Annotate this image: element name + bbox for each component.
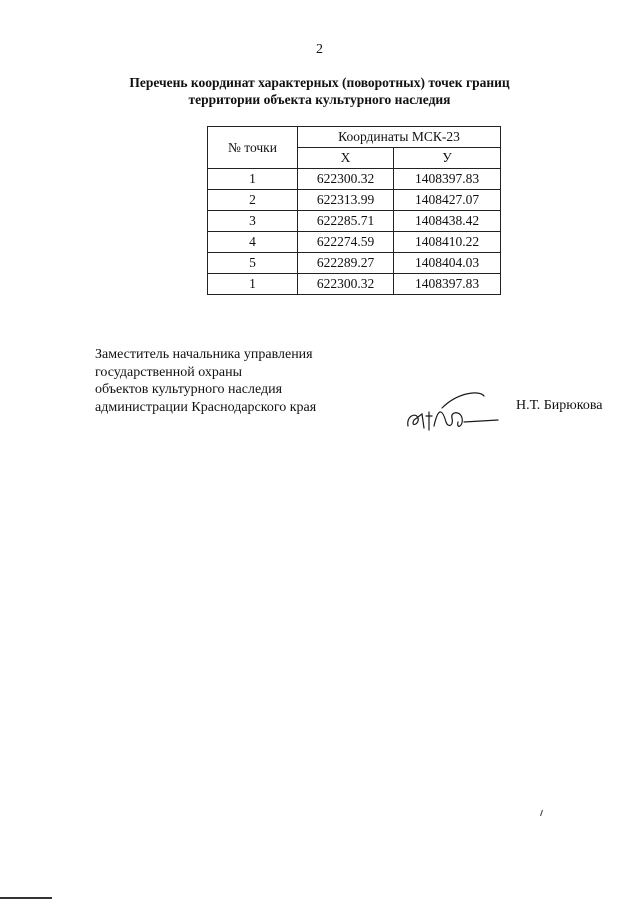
point-cell: 3 [208, 211, 298, 232]
position-line-4: администрации Краснодарского края [95, 399, 317, 415]
document-title [90, 74, 549, 108]
x-cell: 622300.32 [298, 274, 394, 295]
point-cell: 5 [208, 253, 298, 274]
signer-name: Н.Т. Бирюкова [516, 398, 603, 413]
header-coordinates: Координаты МСК-23 [298, 127, 501, 148]
header-x: Х [298, 148, 394, 169]
point-cell: 2 [208, 190, 298, 211]
point-cell: 1 [208, 169, 298, 190]
y-cell: 1408404.03 [394, 253, 501, 274]
title-line-2: территории объекта культурного наследия [188, 92, 451, 107]
handwritten-signature [402, 386, 502, 434]
y-cell: 1408427.07 [394, 190, 501, 211]
position-line-3: объектов культурного наследия [95, 382, 283, 397]
header-point-number: № точки [208, 127, 298, 169]
x-cell: 622285.71 [298, 211, 394, 232]
title-line-1: Перечень координат характерных (поворотных) точек границ [129, 75, 510, 90]
position-line-1: Заместитель начальника управления [95, 347, 313, 362]
y-cell: 1408410.22 [394, 232, 501, 253]
page-number: 2 [316, 42, 323, 57]
x-cell: 622300.32 [298, 169, 394, 190]
coordinates-table [207, 126, 501, 295]
y-cell: 1408438.42 [394, 211, 501, 232]
point-cell: 4 [208, 232, 298, 253]
table-row [208, 211, 501, 232]
point-cell: 1 [208, 274, 298, 295]
y-cell: 1408397.83 [394, 169, 501, 190]
table-row [208, 232, 501, 253]
table-row [208, 274, 501, 295]
scan-mark [540, 810, 543, 816]
position-line-2: государственной охраны [95, 364, 243, 380]
x-cell: 622289.27 [298, 253, 394, 274]
signatory-position [95, 346, 316, 416]
table-row [208, 169, 501, 190]
table-row [208, 190, 501, 211]
header-y: У [394, 148, 501, 169]
x-cell: 622313.99 [298, 190, 394, 211]
table-row [208, 253, 501, 274]
x-cell: 622274.59 [298, 232, 394, 253]
footer-rule [0, 897, 52, 899]
y-cell: 1408397.83 [394, 274, 501, 295]
